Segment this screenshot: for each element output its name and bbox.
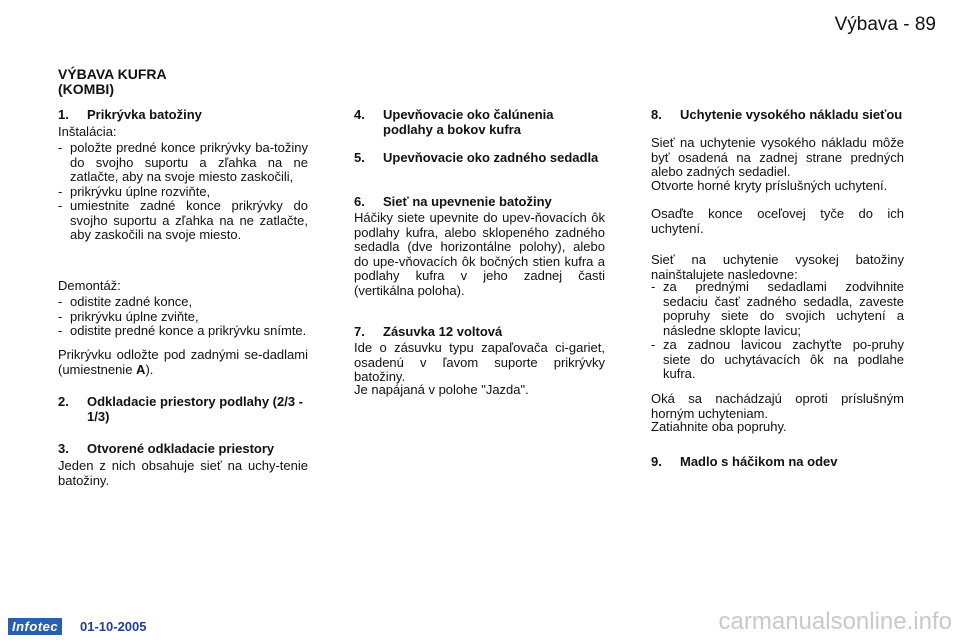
paragraph-8d: Sieť na uchytenie vysokej batožiny nainštalujete nasledovne: bbox=[651, 252, 904, 282]
heading-3: 3. Otvorené odkladacie priestory bbox=[58, 441, 275, 456]
watermark: carmanualsonline.info bbox=[718, 608, 952, 635]
paragraph-8e: Oká sa nachádzajú oproti príslušným horným uchyteniam. bbox=[651, 391, 904, 421]
heading-1: 1. Prikrývka batožiny bbox=[58, 107, 202, 122]
heading-6: 6. Sieť na upevnenie batožiny bbox=[354, 194, 552, 209]
remove-label: Demontáž: bbox=[58, 278, 121, 293]
paragraph-8f: Zatiahnite oba popruhy. bbox=[651, 419, 787, 434]
page-number: 89 bbox=[914, 14, 936, 35]
heading-7: 7. Zásuvka 12 voltová bbox=[354, 324, 503, 339]
heading-9: 9. Madlo s háčikom na odev bbox=[651, 454, 838, 469]
list-item: - prikrývku úplne rozviňte, bbox=[58, 183, 211, 199]
heading-4: 4. Upevňovacie oko čalúnenia podlahy a bokov kufra bbox=[354, 107, 554, 137]
section-title: Výbava bbox=[834, 14, 898, 35]
paragraph-7b: Je napájaná v polohe "Jazda". bbox=[354, 382, 529, 397]
infotec-logo: Infotec bbox=[8, 618, 62, 635]
paragraph-8c: Osaďte konce oceľovej tyče do ich uchytení. bbox=[651, 206, 904, 236]
paragraph-8b: Otvorte horné kryty príslušných uchytení. bbox=[651, 178, 888, 193]
heading-8: 8. Uchytenie vysokého nákladu sieťou bbox=[651, 107, 903, 122]
paragraph-7a: Ide o zásuvku typu zapaľovača ci-gariet, osadenú v ľavom suporte prikrývky batožiny. bbox=[354, 340, 605, 384]
paragraph-3: Jeden z nich obsahuje sieť na uchy-tenie batožiny. bbox=[58, 458, 308, 488]
list-item: - prikrývku úplne zviňte, bbox=[58, 308, 199, 324]
title-line-2: (KOMBI) bbox=[58, 81, 114, 97]
install-list bbox=[58, 141, 308, 243]
heading-5: 5. Upevňovacie oko zadného sedadla bbox=[354, 150, 599, 165]
list-item: - umiestnite zadné konce prikrývky do svojho suportu a zľahka na ne zatlačte, aby zaskočili na svoje miesto. bbox=[58, 198, 308, 242]
page-title bbox=[58, 67, 167, 97]
title-line-1: VÝBAVA KUFRA bbox=[58, 66, 167, 82]
paragraph-6: Háčiky siete upevnite do upev-ňovacích ôk podlahy kufra, alebo sklopeného zadného sedadla (dve horizontálne polohy), alebo do upe-vňovacích ôk bočných stien kufra a podlahy kufra v jeho zadnej časti (vertikálna poloha). bbox=[354, 210, 605, 298]
list-8 bbox=[651, 280, 904, 382]
list-item: - za zadnou lavicou zachyťte po-pruhy siete do uchytávacích ôk na podlahe kufra. bbox=[651, 337, 904, 381]
list-item: - za prednými sedadlami zodvihnite sedaciu časť zadného sedadla, zaveste popruhy siete do svojich uchytení a následne sklopte lavicu; bbox=[651, 279, 904, 338]
heading-2: 2. Odkladacie priestory podlahy (2/3 - 1/3) bbox=[58, 394, 304, 424]
paragraph-8a: Sieť na uchytenie vysokého nákladu môže byť osadená na zadnej strane predných alebo zadných sedadiel. bbox=[651, 135, 904, 179]
list-item: - odistite predné konce a prikrývku snímte. bbox=[58, 323, 307, 338]
install-label: Inštalácia: bbox=[58, 124, 117, 139]
remove-list bbox=[58, 295, 308, 339]
page-header: Výbava - 89 bbox=[834, 14, 936, 35]
store-paragraph: Prikrývku odložte pod zadnými se-dadlami (umiestnenie A). bbox=[58, 347, 308, 377]
list-item: - položte predné konce prikrývky ba-tožiny do svojho suportu a zľahka na ne zatlačte, aby na svoje miesto zaskočili, bbox=[58, 140, 308, 184]
list-item: - odistite zadné konce, bbox=[58, 294, 193, 309]
footer-date: 01-10-2005 bbox=[80, 619, 147, 634]
